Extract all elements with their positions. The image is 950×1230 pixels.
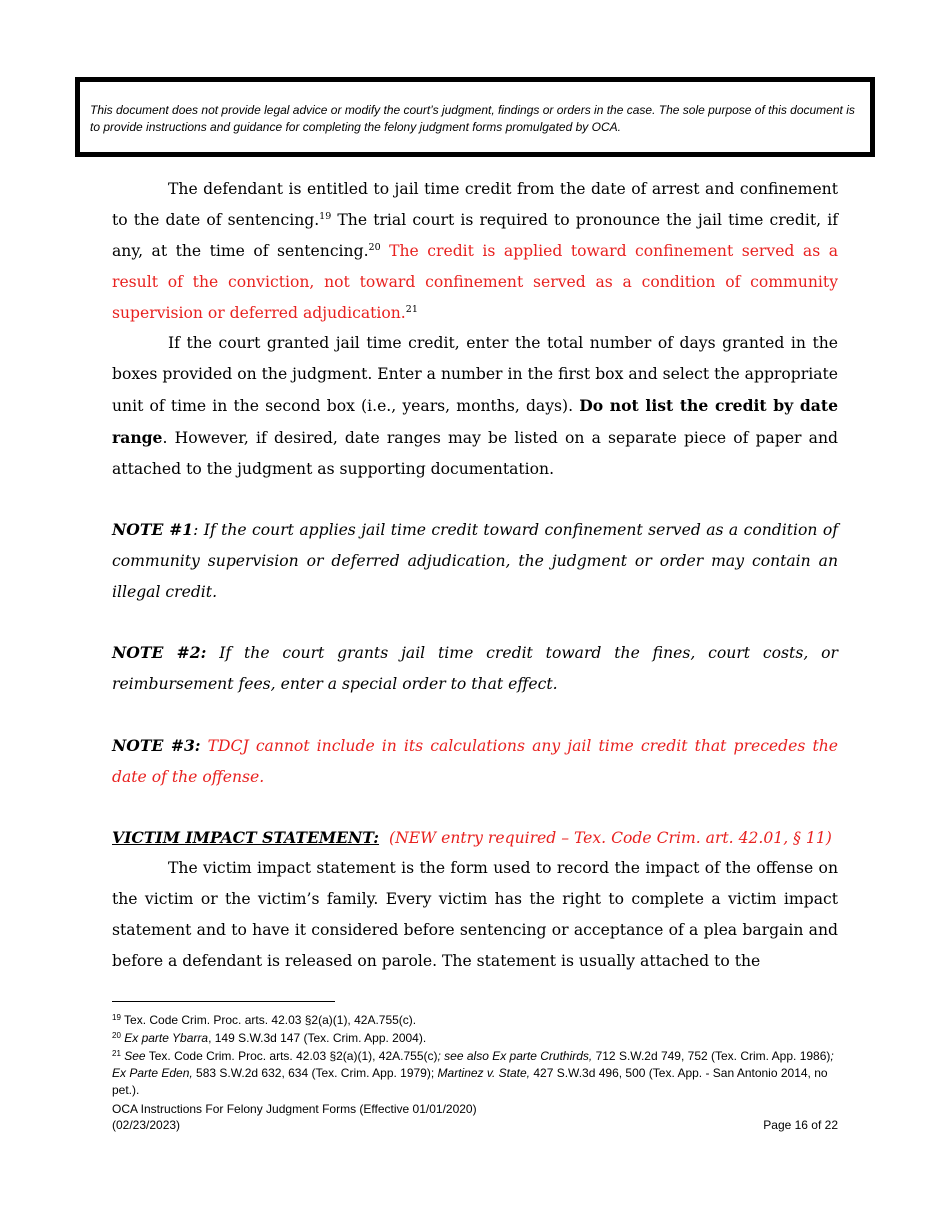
footnote-21-text3: 583 S.W.2d 632, 634 (Tex. Crim. App. 1979);	[192, 1066, 438, 1080]
victim-impact-heading-line	[112, 822, 852, 854]
para2-bold-text: Do not list the credit by date range	[112, 396, 838, 447]
note-3-label: NOTE #3:	[112, 736, 201, 755]
victim-impact-heading: VICTIM IMPACT STATEMENT:	[112, 828, 380, 847]
footnote-20-text: , 149 S.W.3d 147 (Tex. Crim. App. 2004).	[208, 1031, 427, 1045]
footnote-ref-21: 21	[405, 304, 418, 315]
note-1	[112, 514, 838, 608]
para1-sentence2: The trial court is required to pronounce the jail time credit, if any, at the time of sentencing.	[112, 211, 838, 260]
footnote-separator	[112, 1001, 335, 1002]
para2-text2: . However, if desired, date ranges may be listed on a separate piece of paper and attached to the judgment as supporting documentation.	[112, 429, 838, 478]
para1-sentence3-red: The credit is applied toward confinement served as a result of the conviction, not toward confinement served as a condition of community supervision or deferred adjudication.	[112, 242, 838, 322]
footer-date: (02/23/2023)	[112, 1118, 181, 1132]
page-number: Page 16 of 22	[763, 1118, 838, 1132]
page-footer	[112, 1101, 838, 1133]
note-2-text: If the court grants jail time credit toward the fines, court costs, or reimbursement fees, enter a special order to that effect.	[112, 644, 838, 693]
new-entry-note: (NEW entry required – Tex. Code Crim. art. 42.01, § 11)	[389, 829, 832, 847]
footnote-21-see-also: ; see also Ex parte Cruthirds,	[437, 1049, 593, 1063]
footnote-20	[112, 1030, 838, 1047]
footnote-19-text: Tex. Code Crim. Proc. arts. 42.03 §2(a)(1), 42A.755(c).	[120, 1013, 417, 1027]
footnote-20-num: 20	[112, 1031, 121, 1040]
paragraph-enter-credit	[112, 328, 838, 485]
para1-sentence1: The defendant is entitled to jail time credit from the date of arrest and confinement to the date of sentencing.	[112, 180, 838, 229]
footnote-21-text4: 427 S.W.3d 496, 500 (Tex. App. - San Antonio 2014, no pet.).	[112, 1066, 828, 1097]
note-3	[112, 730, 838, 793]
footnote-21-text2: 712 S.W.2d 749, 752 (Tex. Crim. App. 1986)	[592, 1049, 831, 1063]
para2-text1: If the court granted jail time credit, enter the total number of days granted in the boxes provided on the judgment. Enter a number in the first box and select the appropriate unit of time in the second box (i.e., years, months, days).	[112, 334, 838, 415]
footnote-21	[112, 1048, 838, 1099]
note-2	[112, 637, 838, 700]
disclaimer-text: This document does not provide legal advice or modify the court’s judgment, findings or orders in the case. The sole purpose of this document is to provide instructions and guidance for completing the felony judgment forms promulgated by OCA.	[90, 103, 855, 134]
footnote-21-martinez: Martinez v. State,	[437, 1066, 531, 1080]
note-1-label: NOTE #1	[112, 520, 194, 539]
note-1-text: : If the court applies jail time credit toward confinement served as a condition of community supervision or deferred adjudication, the judgment or order may contain an illegal credit.	[112, 521, 838, 601]
footnote-20-case: Ex parte Ybarra	[124, 1031, 209, 1045]
footnote-ref-19: 19	[319, 211, 332, 222]
footnote-19	[112, 1012, 838, 1029]
footnote-19-num: 19	[112, 1013, 121, 1022]
footnote-21-see: See	[124, 1049, 146, 1063]
footnote-21-text1: Tex. Code Crim. Proc. arts. 42.03 §2(a)(1), 42A.755(c)	[145, 1049, 438, 1063]
footer-title: OCA Instructions For Felony Judgment Forms (Effective 01/01/2020)	[112, 1102, 477, 1116]
footnote-21-num: 21	[112, 1049, 121, 1058]
footnote-ref-20: 20	[368, 242, 381, 253]
paragraph-jail-credit	[112, 174, 838, 329]
disclaimer-box	[75, 77, 875, 157]
note-2-label: NOTE #2:	[112, 643, 207, 662]
footnote-21-eden: ; Ex Parte Eden,	[112, 1049, 834, 1080]
note-3-text: TDCJ cannot include in its calculations any jail time credit that precedes the date of the offense.	[112, 737, 838, 786]
paragraph-victim-impact: The victim impact statement is the form used to record the impact of the offense on the victim or the victim’s family. Every victim has the right to complete a victim impact statement and to have it considered before sentencing or acceptance of a plea bargain and before a defendant is released on parole. The statement is usually attached to the	[112, 859, 838, 970]
